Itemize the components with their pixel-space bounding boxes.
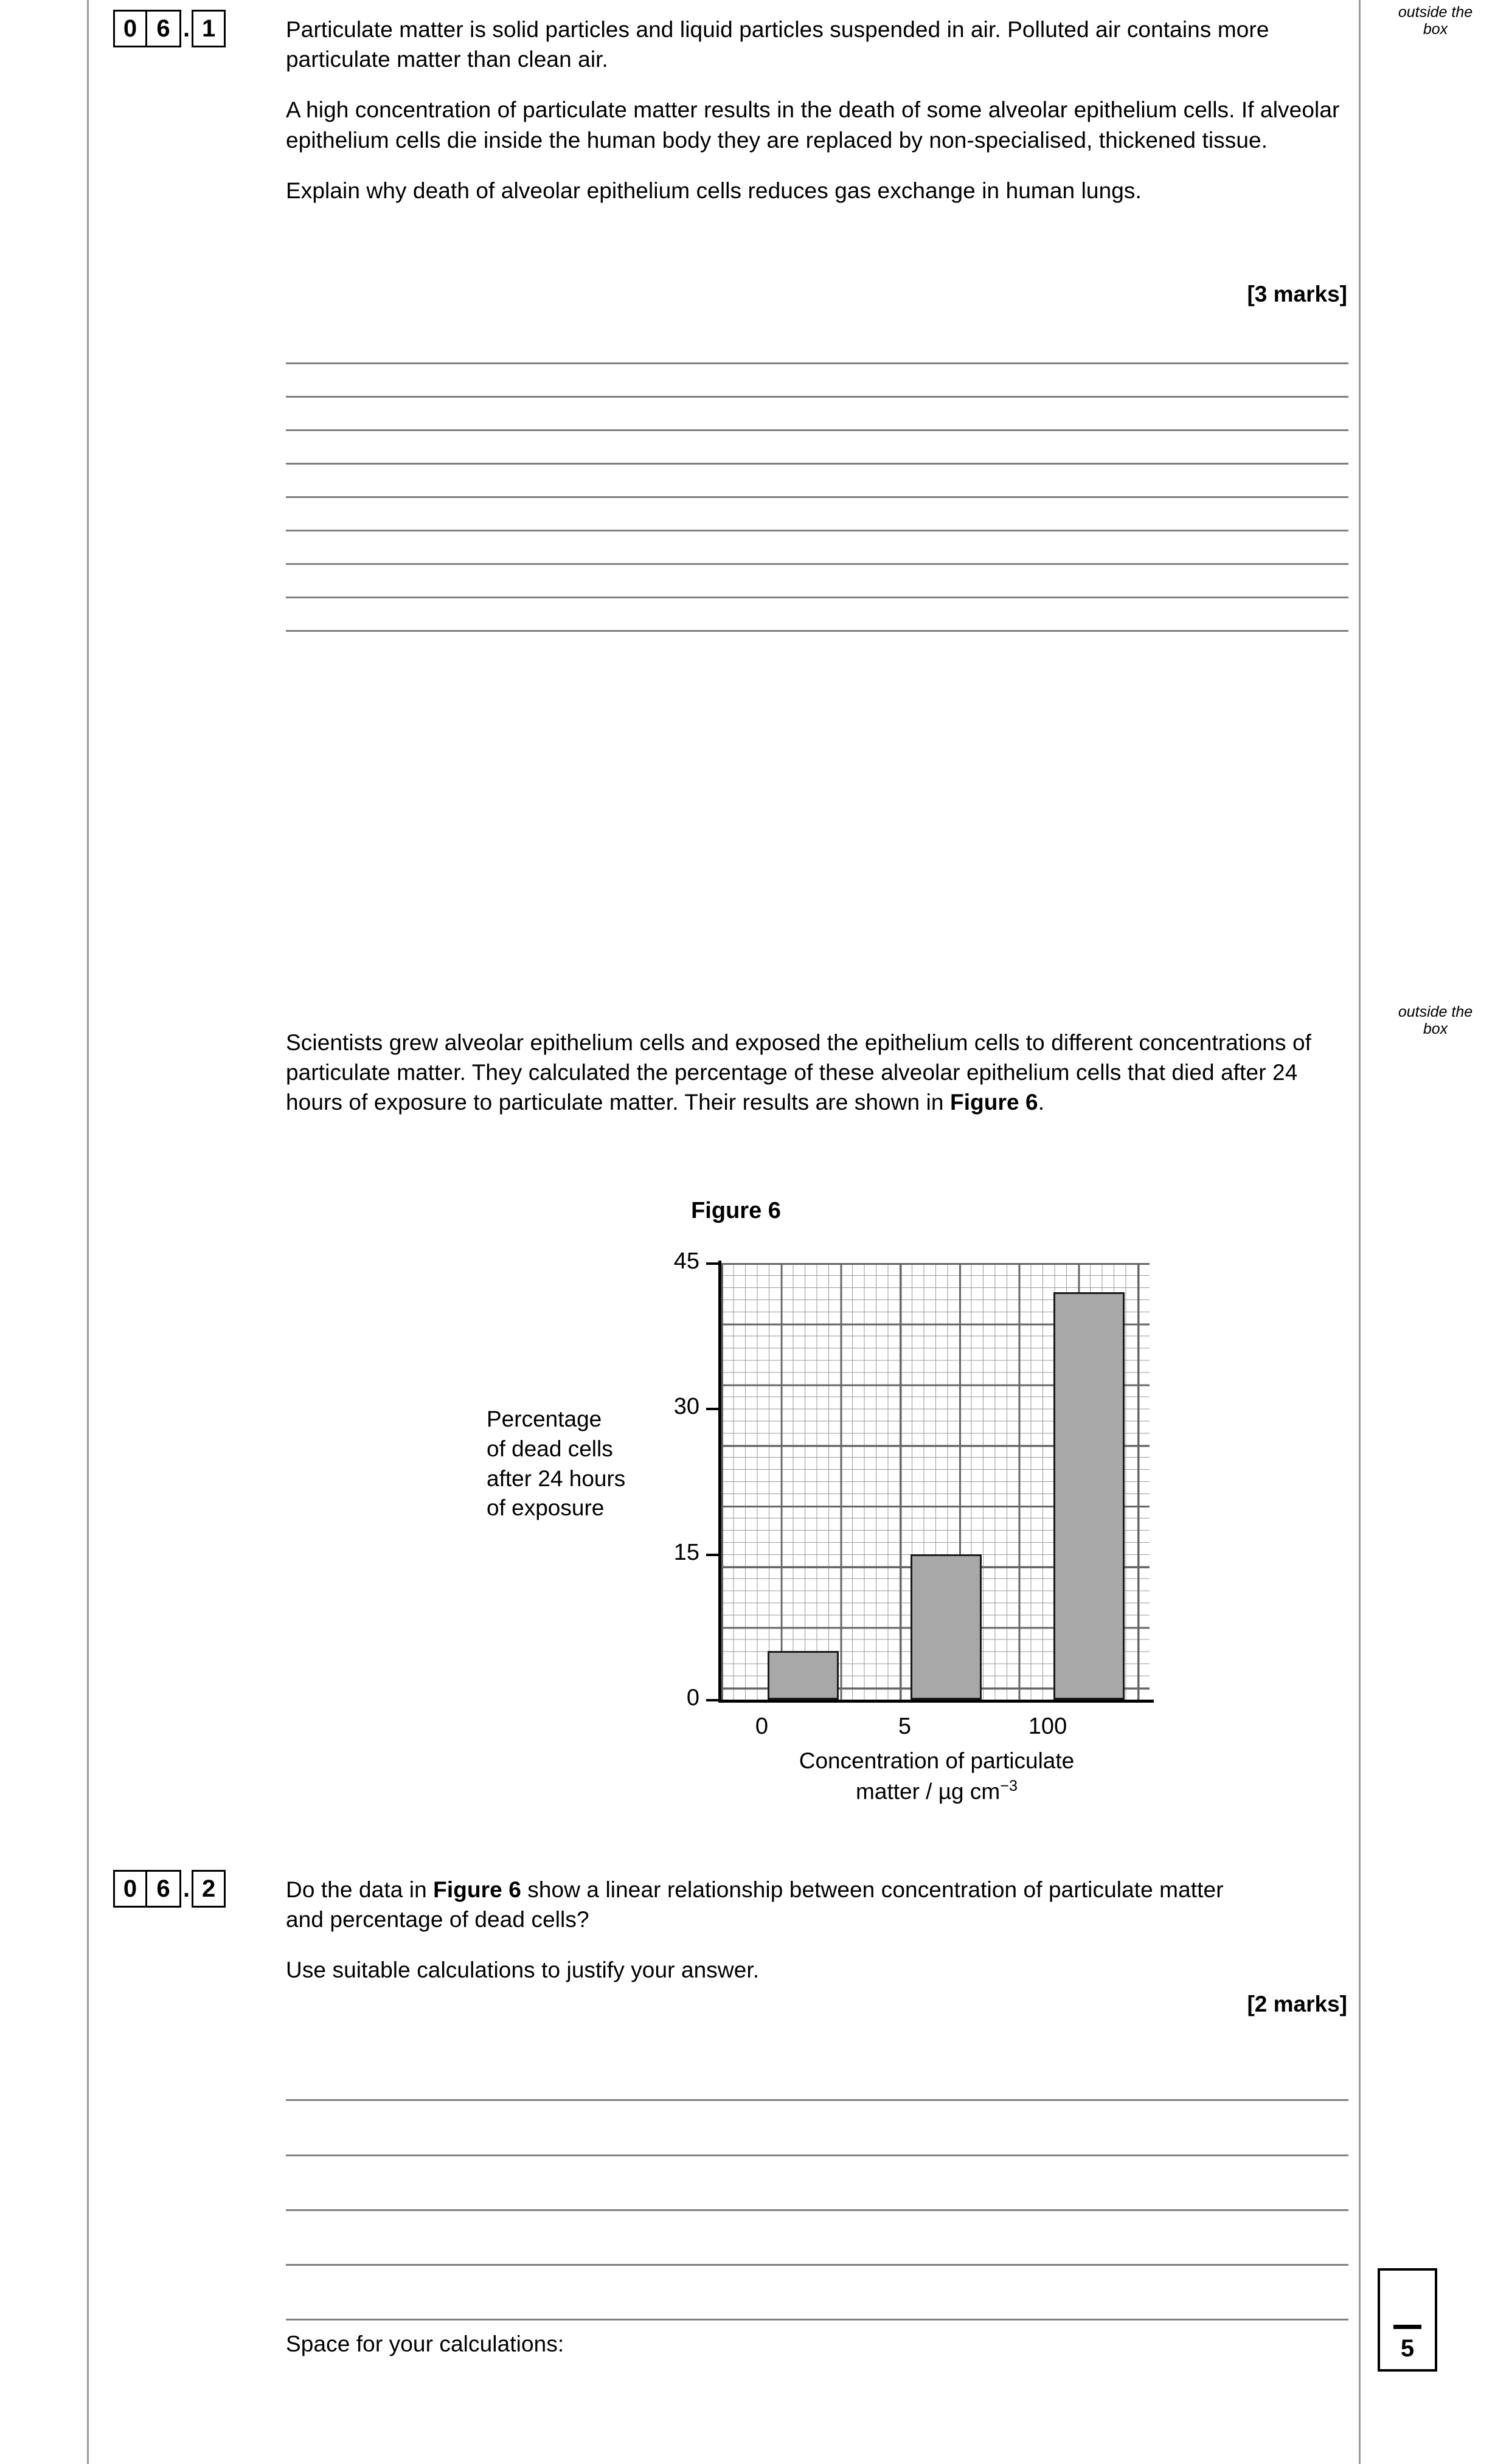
chart-y-tick-45 (706, 1262, 720, 1265)
chart-y-axis-label-line-2: of dead cells (487, 1436, 613, 1461)
chart-y-tick-0 (706, 1699, 720, 1701)
chart-x-tick-label-100: 100 (1028, 1714, 1067, 1739)
question-number-digit-1: 0 (113, 1870, 147, 1908)
answer-line[interactable] (286, 396, 1348, 398)
question-number-digit-1: 0 (113, 10, 147, 47)
chart-y-axis-label-line-4: of exposure (487, 1495, 605, 1521)
chart-y-axis (718, 1261, 721, 1702)
chart-y-axis-label-line-1: Percentage (487, 1407, 602, 1431)
question-6-1-paragraph-1: Particulate matter is solid particles and liquid particles suspended in air. Polluted air contains more particulate matter than clean air. (286, 17, 1269, 72)
gutter-note-top (1369, 4, 1502, 38)
question-6-1-text (286, 15, 1356, 206)
calculations-space-label-wrap (286, 2329, 1198, 2359)
answer-line[interactable] (286, 2264, 1348, 2266)
question-6-2-paragraph-1: Do the data in Figure 6 show a linear relationship between concentration of particulate matter and percentage of dead cells? (286, 1877, 1224, 1933)
question-6-2-marks: [2 marks] (1247, 1992, 1347, 2016)
question-6-2-paragraph-2: Use suitable calculations to justify your answer. (286, 1957, 760, 1983)
mark-total-rule (1393, 2325, 1421, 2329)
chart-y-tick-label-0: 0 (686, 1685, 699, 1711)
answer-line[interactable] (286, 597, 1348, 598)
chart-y-tick-15 (706, 1554, 720, 1556)
answer-line[interactable] (286, 496, 1348, 498)
gutter-note-middle-line1: outside the (1398, 1003, 1473, 1020)
figure-reference: Figure 6 (433, 1877, 521, 1902)
chart-bar-0 (768, 1651, 839, 1700)
answer-line[interactable] (286, 429, 1348, 431)
answer-line[interactable] (286, 530, 1348, 531)
chart-x-axis-units: matter / µg cm (856, 1779, 1001, 1804)
figure-intro-paragraph: Scientists grew alveolar epithelium cells and exposed the epithelium cells to different concentrations of particulate matter. They calculated the percentage of these alveolar epithelium cells that died after 24 hours of exposure to particulate matter. Their results are shown in Figure 6. (286, 1030, 1312, 1115)
question-number-digit-2: 6 (147, 10, 181, 47)
question-number-digit-3: 1 (192, 10, 226, 47)
chart-x-axis-label (675, 1746, 1198, 1807)
right-margin-rule (1359, 0, 1361, 2464)
calculations-space-label: Space for your calculations: (286, 2331, 564, 2356)
chart-x-axis (718, 1700, 1154, 1703)
chart-plot-area (721, 1263, 1150, 1700)
chart-y-tick-30 (706, 1408, 720, 1410)
figure-reference: Figure 6 (950, 1090, 1038, 1115)
answer-line[interactable] (286, 463, 1348, 465)
chart-y-tick-label-45: 45 (673, 1248, 699, 1274)
left-margin-rule (87, 0, 89, 2464)
figure-intro-text (286, 1028, 1356, 1118)
question-6-1-marks: [3 marks] (1247, 282, 1347, 306)
answer-line[interactable] (286, 630, 1348, 632)
gutter-note-top-line1: outside the (1398, 4, 1473, 21)
question-6-2-text (286, 1875, 1235, 1985)
gutter-note-middle (1369, 1003, 1502, 1037)
answer-line[interactable] (286, 2319, 1348, 2320)
figure-title: Figure 6 (691, 1198, 781, 1223)
chart-bar-100 (1053, 1292, 1125, 1700)
question-6-1-paragraph-2: A high concentration of particulate matter results in the death of some alveolar epithelium cells. If alveolar epithelium cells die inside the human body they are replaced by non-specialised, thickened tissue. (286, 97, 1340, 153)
question-6-1-paragraph-3: Explain why death of alveolar epithelium cells reduces gas exchange in human lungs. (286, 178, 1142, 203)
question-number-dot: . (183, 1875, 190, 1902)
answer-line[interactable] (286, 563, 1348, 565)
chart-x-tick-label-5: 5 (898, 1714, 912, 1739)
gutter-note-middle-line2: box (1423, 1020, 1448, 1037)
answer-line[interactable] (286, 2209, 1348, 2211)
gutter-note-top-line2: box (1423, 21, 1448, 38)
chart-x-axis-units-exponent: −3 (1000, 1777, 1018, 1794)
chart-y-tick-label-30: 30 (673, 1394, 699, 1419)
question-number-6-1 (113, 10, 226, 47)
mark-total-box (1378, 2268, 1437, 2372)
answer-line[interactable] (286, 2154, 1348, 2156)
question-number-digit-3: 2 (192, 1870, 226, 1908)
chart-y-tick-label-15: 15 (673, 1540, 699, 1565)
chart-x-tick-label-0: 0 (755, 1714, 769, 1739)
chart-x-axis-label-line-1: Concentration of particulate (799, 1748, 1075, 1773)
chart-bar-5 (911, 1554, 982, 1700)
answer-line[interactable] (286, 362, 1348, 364)
question-number-6-2 (113, 1870, 226, 1908)
mark-total-value: 5 (1400, 2335, 1415, 2362)
answer-line[interactable] (286, 2099, 1348, 2101)
question-number-dot: . (183, 15, 190, 42)
chart-y-axis-label (487, 1405, 706, 1523)
question-number-digit-2: 6 (147, 1870, 181, 1908)
chart-y-axis-label-line-3: after 24 hours (487, 1466, 626, 1491)
chart-x-axis-label-line-2 (675, 1776, 1198, 1807)
